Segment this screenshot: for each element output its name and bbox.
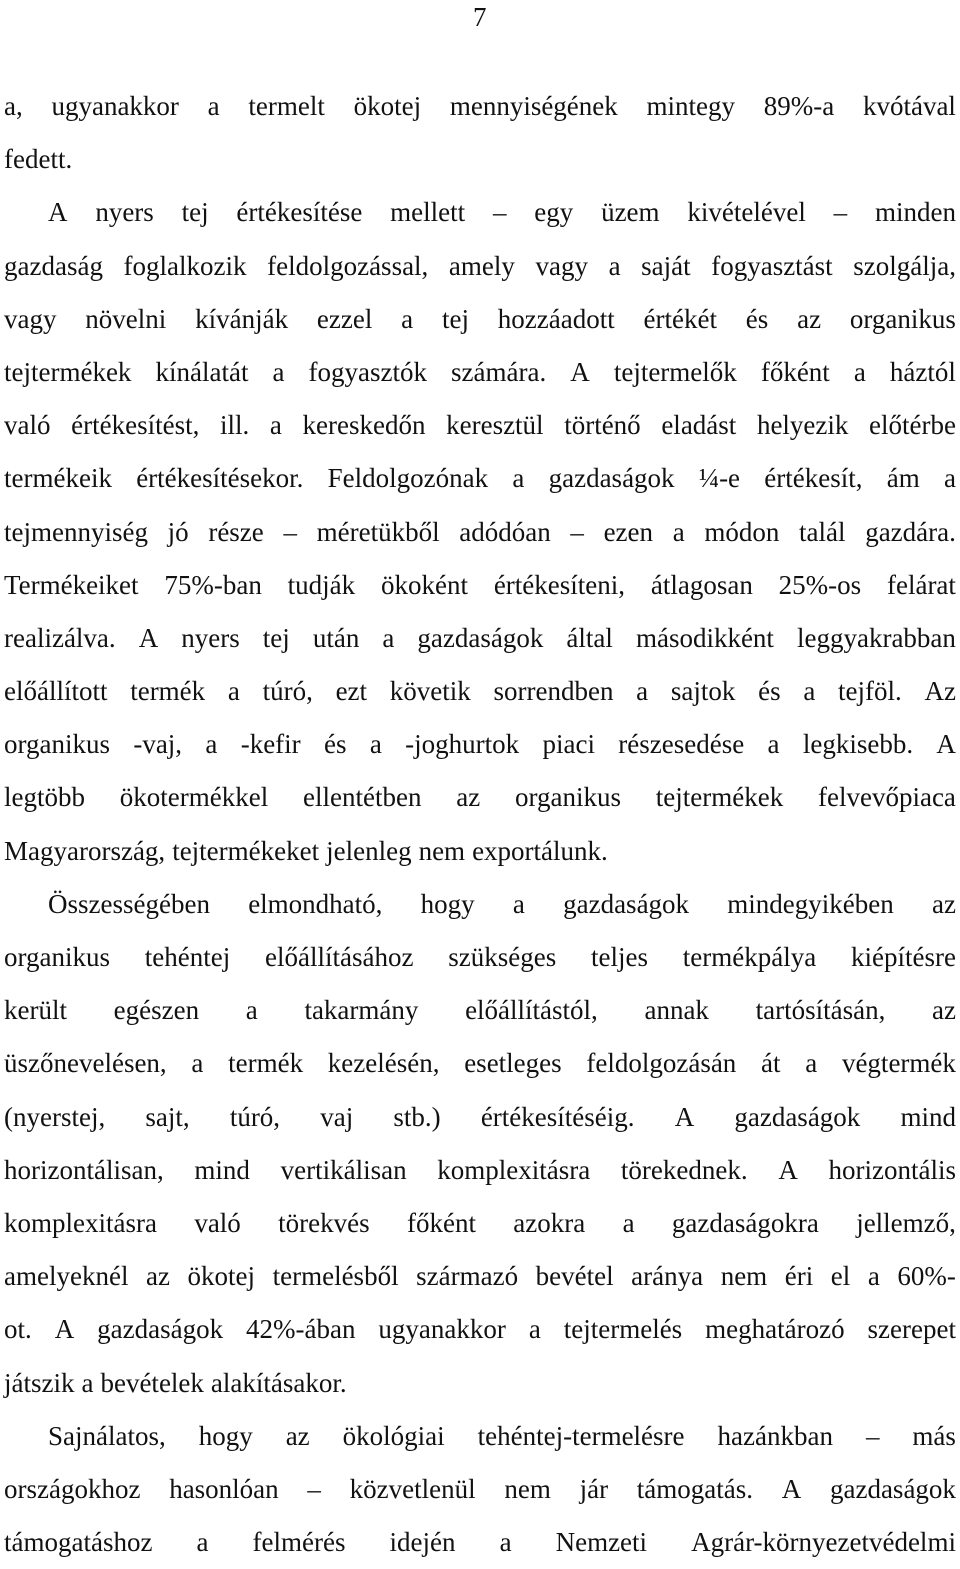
text-word: az xyxy=(146,1261,170,1292)
text-word: a xyxy=(512,463,525,494)
text-word: tehéntej xyxy=(144,942,231,972)
text-word: leggyakrabban xyxy=(796,622,956,653)
text-word: saját xyxy=(641,250,691,281)
text-word: gazdaság xyxy=(4,250,103,281)
text-word: vagy xyxy=(4,303,57,334)
text-word: át xyxy=(761,1048,781,1079)
text-word: hazánkban xyxy=(717,1420,833,1451)
text-word: mintegy xyxy=(646,91,736,121)
text-word: kivételével xyxy=(687,197,806,228)
text-word: gazdaságok xyxy=(829,1473,956,1504)
text-word: gazdaságokra xyxy=(671,1207,819,1238)
text-word: feldolgozásán xyxy=(586,1048,737,1079)
text-word: esetleges xyxy=(464,1048,562,1079)
text-word: kiépítésre xyxy=(851,942,956,972)
text-line xyxy=(4,1197,956,1250)
text-word: vaj xyxy=(320,1101,354,1132)
text-word: követik xyxy=(389,676,471,707)
text-word: módon xyxy=(704,516,780,547)
page-number: 7 xyxy=(473,2,487,32)
text-word: értékét xyxy=(643,303,717,334)
text-word: támogatáshoz xyxy=(4,1527,153,1558)
text-word: a xyxy=(191,1048,204,1079)
text-word: hogy xyxy=(420,888,475,919)
text-word: A xyxy=(781,1473,802,1504)
text-word: ezen xyxy=(603,516,654,547)
text-word: A xyxy=(936,729,956,760)
text-word: a xyxy=(272,356,285,387)
text-word: előállítástól, xyxy=(465,995,598,1026)
text-word: ellentétben xyxy=(303,782,422,813)
text-line xyxy=(4,452,956,505)
text-word: része xyxy=(208,516,264,547)
text-word: a xyxy=(245,995,258,1026)
text-word: ezzel xyxy=(316,303,373,334)
text-word: Agrár-környezetvédelmi xyxy=(691,1527,956,1558)
text-word: komplexitásra xyxy=(437,1154,591,1185)
text-word: 89%-a xyxy=(763,91,835,121)
text-word: után xyxy=(312,622,360,653)
text-word: ugyanakkor xyxy=(51,91,179,121)
text-word: ezt xyxy=(335,676,368,707)
text-word: a, xyxy=(4,91,23,121)
text-word: mind xyxy=(900,1101,956,1132)
text-word: nem xyxy=(418,835,466,866)
text-word: tej xyxy=(262,622,290,653)
text-word: a xyxy=(369,729,382,760)
text-word: növelni xyxy=(85,303,167,334)
text-word: aránya xyxy=(631,1261,704,1292)
text-word: a xyxy=(805,1048,818,1079)
text-word: stb.) xyxy=(393,1101,441,1132)
text-word: Feldolgozónak xyxy=(327,463,489,494)
text-word: – xyxy=(307,1473,321,1504)
text-word: üszőnevelésen, xyxy=(4,1048,167,1079)
text-word: közvetlenül xyxy=(349,1473,476,1504)
text-word: szolgálja, xyxy=(853,250,956,281)
text-line xyxy=(4,346,956,399)
text-word: ökológiai xyxy=(342,1420,445,1451)
text-line xyxy=(4,1091,956,1144)
text-word: idején xyxy=(389,1527,456,1558)
text-word: részesedése xyxy=(618,729,745,760)
text-word: ökotermékkel xyxy=(119,782,269,813)
text-word: az xyxy=(456,782,481,813)
text-word: és xyxy=(324,729,347,760)
text-word: a xyxy=(227,676,240,707)
text-word: kezelésén, xyxy=(327,1048,440,1079)
text-line xyxy=(4,559,956,612)
text-word: szükséges xyxy=(448,942,557,972)
text-word: piaci xyxy=(542,729,595,760)
text-word: sorrendben xyxy=(493,676,614,707)
text-word: minden xyxy=(874,197,956,228)
text-word: a xyxy=(81,1367,94,1398)
text-word: a xyxy=(196,1527,209,1558)
text-word: A xyxy=(48,197,68,228)
text-word: egészen xyxy=(113,995,200,1026)
text-word: háztól xyxy=(889,356,956,387)
text-word: túró, xyxy=(229,1101,281,1132)
text-word: az xyxy=(932,995,956,1026)
text-word: hasonlóan xyxy=(169,1473,279,1504)
text-word: vertikálisan xyxy=(280,1154,407,1185)
text-word: országokhoz xyxy=(4,1473,141,1504)
text-word: 60%- xyxy=(897,1261,956,1292)
text-word: értékesít, xyxy=(764,463,863,494)
text-word: (nyerstej, xyxy=(4,1101,106,1132)
text-word: tudják xyxy=(287,569,356,600)
text-word: a xyxy=(867,1261,880,1292)
text-word: ot. xyxy=(4,1314,32,1345)
text-word: nyers xyxy=(95,197,154,228)
text-word: által xyxy=(566,622,613,653)
text-word: – xyxy=(570,516,584,547)
text-line xyxy=(4,1250,956,1303)
text-word: termelt xyxy=(248,91,325,121)
text-word: az xyxy=(932,888,956,919)
text-word: – xyxy=(865,1420,880,1451)
text-word: értékesítéséig. xyxy=(480,1101,635,1132)
text-word: mellett xyxy=(390,197,466,228)
text-word: a xyxy=(269,410,282,441)
text-word: a xyxy=(853,356,866,387)
text-word: ám xyxy=(886,463,920,494)
text-line xyxy=(4,399,956,452)
text-word: szerepet xyxy=(867,1314,956,1345)
text-word: értékesítésekor. xyxy=(136,463,304,494)
text-word: átlagosan xyxy=(650,569,753,600)
text-word: tartósításán, xyxy=(755,995,886,1026)
text-word: fogyasztást xyxy=(711,250,833,281)
text-word: jelenleg xyxy=(326,835,412,866)
text-word: tejtermelők xyxy=(613,356,737,387)
text-word: a xyxy=(672,516,685,547)
text-line xyxy=(4,1037,956,1090)
text-line xyxy=(4,1144,956,1197)
text-word: a xyxy=(499,1527,512,1558)
text-word: felárat xyxy=(886,569,956,600)
text-word: A xyxy=(138,622,159,653)
text-word: exportálunk. xyxy=(472,835,608,866)
text-word: hogy xyxy=(198,1420,253,1451)
text-word: ill. xyxy=(219,410,250,441)
text-word: származó xyxy=(416,1261,519,1292)
text-word: annak xyxy=(644,995,709,1026)
text-word: az xyxy=(285,1420,310,1451)
text-word: méretükből xyxy=(316,516,440,547)
text-word: A xyxy=(674,1101,695,1132)
text-word: A xyxy=(570,356,590,387)
text-word: gazdára. xyxy=(865,516,956,547)
text-word: A xyxy=(778,1154,798,1185)
text-word: Az xyxy=(924,676,956,707)
text-word: értékesítést, xyxy=(71,410,200,441)
text-word: egy xyxy=(534,197,574,228)
text-line xyxy=(4,1410,956,1463)
text-word: elmondható, xyxy=(248,888,383,919)
text-word: jellemző, xyxy=(856,1207,956,1238)
text-line xyxy=(4,80,956,133)
text-word: és xyxy=(745,303,769,334)
text-word: tejtermékek xyxy=(4,356,132,387)
text-line xyxy=(4,1303,956,1356)
text-word: való xyxy=(194,1207,241,1238)
text-line xyxy=(4,506,956,559)
text-line xyxy=(4,931,956,984)
text-word: gazdaságok xyxy=(417,622,544,653)
text-word: támogatás. xyxy=(636,1473,754,1504)
text-word: a xyxy=(767,729,780,760)
text-word: nem xyxy=(504,1473,551,1504)
text-word: organikus xyxy=(849,303,956,334)
text-word: gazdaságok xyxy=(548,463,675,494)
text-word: értékesítése xyxy=(236,197,363,228)
text-word: az xyxy=(797,303,822,334)
text-line xyxy=(4,771,956,824)
text-word: nyers xyxy=(181,622,240,653)
text-line xyxy=(4,878,956,931)
text-line xyxy=(4,240,956,293)
text-word: -vaj, xyxy=(133,729,183,760)
text-word: értékesíteni, xyxy=(493,569,626,600)
text-word: a xyxy=(622,1207,635,1238)
text-word: a xyxy=(512,888,525,919)
text-word: tehéntej-termelésre xyxy=(477,1420,685,1451)
text-word: organikus xyxy=(4,942,110,972)
text-word: horizontálisan, xyxy=(4,1154,164,1185)
text-word: 75%-ban xyxy=(164,569,262,600)
text-word: a xyxy=(207,91,220,121)
text-word: a xyxy=(401,303,414,334)
text-word: bevételek xyxy=(100,1367,204,1398)
text-line xyxy=(4,186,956,239)
text-word: játszik xyxy=(4,1367,75,1398)
text-word: tejföl. xyxy=(838,676,902,707)
text-line xyxy=(4,1516,956,1569)
text-word: tej xyxy=(441,303,469,334)
text-word: termékpálya xyxy=(682,942,817,972)
text-word: ökoként xyxy=(381,569,468,600)
text-word: a xyxy=(205,729,218,760)
text-word: ökotej xyxy=(187,1261,256,1292)
text-word: kvótával xyxy=(862,91,956,121)
text-word: alakításakor. xyxy=(210,1367,347,1398)
text-word: a xyxy=(636,676,649,707)
text-word: 25%-os xyxy=(778,569,862,600)
text-word: előállításához xyxy=(265,942,414,972)
text-word: amely xyxy=(448,250,515,281)
text-word: való xyxy=(4,410,51,441)
text-word: túró, xyxy=(262,676,313,707)
text-word: tejtermékeket xyxy=(172,835,320,866)
text-word: sajt, xyxy=(145,1101,190,1132)
text-word: A xyxy=(54,1314,75,1345)
text-word: takarmány xyxy=(304,995,419,1026)
text-word: legkisebb. xyxy=(802,729,914,760)
text-word: a xyxy=(803,676,816,707)
text-word: fedett. xyxy=(4,144,73,175)
text-word: másodikként xyxy=(635,622,774,653)
text-word: gazdaságok xyxy=(97,1314,224,1345)
text-word: jó xyxy=(167,516,189,547)
text-word: vagy xyxy=(535,250,588,281)
text-line xyxy=(4,665,956,718)
text-word: legtöbb xyxy=(4,782,85,813)
text-word: sajtok xyxy=(670,676,736,707)
text-word: főként xyxy=(760,356,830,387)
text-word: számára. xyxy=(451,356,547,387)
text-word: a xyxy=(608,250,621,281)
text-word: termelésből xyxy=(272,1261,399,1292)
text-word: jár xyxy=(579,1473,609,1504)
text-word: amelyeknél xyxy=(4,1261,129,1292)
text-word: -kefir xyxy=(240,729,301,760)
text-word: realizálva. xyxy=(4,622,116,653)
text-word: Nemzeti xyxy=(555,1527,648,1558)
text-line xyxy=(4,1463,956,1516)
text-word: a xyxy=(528,1314,541,1345)
text-word: termékeik xyxy=(4,463,112,494)
text-word: hozzáadott xyxy=(497,303,615,334)
text-word: bevétel xyxy=(535,1261,614,1292)
text-word: teljes xyxy=(591,942,648,972)
text-word: ugyanakkor xyxy=(378,1314,506,1345)
text-word: mind xyxy=(194,1154,250,1185)
text-word: tejtermelés xyxy=(563,1314,683,1345)
text-word: azokra xyxy=(513,1207,586,1238)
text-word: organikus xyxy=(515,782,621,813)
text-word: talál xyxy=(799,516,846,547)
text-word: – xyxy=(492,197,507,228)
text-word: Összességében xyxy=(48,888,210,919)
text-word: a xyxy=(382,622,395,653)
text-line xyxy=(4,718,956,771)
text-word: üzem xyxy=(601,197,660,228)
text-word: tej xyxy=(181,197,209,228)
text-word: foglalkozik xyxy=(123,250,247,281)
text-word: Termékeiket xyxy=(4,569,139,600)
text-word: történő xyxy=(564,410,641,441)
text-word: keresztül xyxy=(446,410,544,441)
text-line xyxy=(4,984,956,1037)
text-word: el xyxy=(830,1261,851,1292)
text-word: adódóan xyxy=(459,516,551,547)
text-word: Magyarország, xyxy=(4,835,166,866)
text-word: komplexitásra xyxy=(4,1207,157,1238)
text-word: éri xyxy=(784,1261,814,1292)
text-word: előtérbe xyxy=(869,410,956,441)
text-word: tejtermékek xyxy=(655,782,784,813)
text-line xyxy=(4,825,956,878)
text-word: és xyxy=(758,676,781,707)
text-word: fogyasztók xyxy=(308,356,427,387)
text-word: tejmennyiség xyxy=(4,516,148,547)
text-word: nem xyxy=(720,1261,768,1292)
text-word: főként xyxy=(406,1207,476,1238)
text-word: ¼-e xyxy=(698,463,741,494)
text-word: kereskedőn xyxy=(302,410,426,441)
text-word: – xyxy=(283,516,297,547)
text-word: felmérés xyxy=(252,1527,346,1558)
text-word: -joghurtok xyxy=(405,729,520,760)
text-word: Sajnálatos, xyxy=(48,1420,166,1451)
text-word: horizontális xyxy=(828,1154,956,1185)
text-word: helyezik xyxy=(756,410,849,441)
text-word: mindegyikében xyxy=(727,888,894,919)
text-word: került xyxy=(4,995,67,1026)
text-word: termék xyxy=(228,1048,304,1079)
text-word: feldolgozással, xyxy=(267,250,429,281)
text-word: előállított xyxy=(4,676,108,707)
text-word: organikus xyxy=(4,729,110,760)
body-text xyxy=(4,80,956,1569)
text-line xyxy=(4,133,956,186)
text-line xyxy=(4,1357,956,1410)
text-word: gazdaságok xyxy=(563,888,690,919)
text-line xyxy=(4,612,956,665)
text-line xyxy=(4,293,956,346)
text-word: kívánják xyxy=(195,303,289,334)
text-word: eladást xyxy=(661,410,737,441)
text-word: 42%-ában xyxy=(246,1314,356,1345)
text-word: törekvés xyxy=(278,1207,370,1238)
text-word: meghatározó xyxy=(705,1314,845,1345)
text-word: – xyxy=(833,197,848,228)
text-word: a xyxy=(944,463,956,494)
text-word: gazdaságok xyxy=(734,1101,861,1132)
text-word: törekednek. xyxy=(620,1154,748,1185)
text-word: ökotej xyxy=(353,91,422,121)
text-word: kínálatát xyxy=(155,356,249,387)
text-word: mennyiségének xyxy=(449,91,618,121)
text-word: más xyxy=(912,1420,956,1451)
text-word: felvevőpiaca xyxy=(818,782,956,813)
text-word: végtermék xyxy=(841,1048,956,1079)
text-word: termék xyxy=(130,676,206,707)
